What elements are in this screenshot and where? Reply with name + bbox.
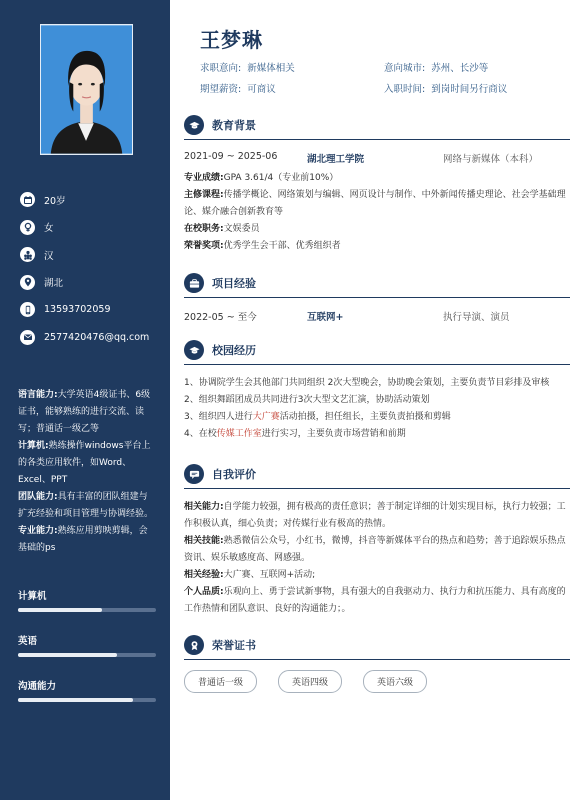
- ethnicity-icon: [20, 247, 35, 262]
- award-icon: [184, 635, 204, 655]
- skill-bar-fill: [18, 653, 117, 657]
- job-intent-block: [200, 60, 570, 102]
- hometown-text: 湖北: [44, 278, 64, 290]
- campus-item: [184, 409, 570, 426]
- detail-label: 相关能力:: [184, 502, 224, 512]
- evaluation-item: [184, 499, 570, 533]
- skill-label: 专业能力:: [18, 526, 58, 536]
- skill-bar-track: [18, 653, 156, 657]
- detail-label: 相关技能:: [184, 536, 224, 546]
- skill-professional: [18, 523, 156, 557]
- campus-item: [184, 426, 570, 443]
- start-time: [384, 81, 568, 102]
- education-period: 2021-09 ~ 2025-06: [184, 151, 278, 162]
- skill-team: [18, 489, 156, 523]
- project-name: 互联网+: [307, 312, 344, 323]
- info-age: [20, 186, 160, 214]
- section-title: 校园经历: [212, 344, 256, 357]
- major-name: 网络与新媒体（本科）: [443, 154, 539, 165]
- skill-text: 大学英语4级证书、6级证书，能够熟练的进行交流、读写；普通话一级乙等: [18, 390, 151, 434]
- sidebar: [0, 0, 170, 800]
- meta-value: 新媒体相关: [247, 63, 295, 74]
- detail-value: 优秀学生会干部、优秀组织者: [223, 241, 341, 251]
- section-title: 教育背景: [212, 119, 256, 132]
- skill-bar-fill: [18, 698, 133, 702]
- certificate-tag: 英语四级: [278, 670, 342, 693]
- detail-label: 个人品质:: [184, 587, 224, 597]
- section-title: 自我评价: [212, 468, 256, 481]
- candidate-name: 王梦琳: [200, 28, 263, 52]
- skill-label: 计算机:: [18, 441, 49, 451]
- position-line: [184, 221, 570, 238]
- skill-bar-computer: [18, 588, 156, 612]
- gender-text: 女: [44, 223, 54, 235]
- self-evaluation-section: [184, 463, 570, 618]
- graduation-cap-icon: [184, 340, 204, 360]
- awards-line: [184, 238, 570, 255]
- campus-item: [184, 375, 570, 392]
- gender-icon: [20, 220, 35, 235]
- skill-text: 具有丰富的团队组建与扩充经验和项目管理与协调经验。: [18, 492, 154, 519]
- ethnicity-text: 汉: [44, 250, 54, 262]
- briefcase-icon: [184, 273, 204, 293]
- evaluation-list: [184, 499, 570, 618]
- detail-value: 大广赛、互联网+活动;: [223, 570, 316, 580]
- detail-label: 在校职务:: [184, 224, 224, 234]
- campus-text: 1、协调院学生会其他部门共同组织 2次大型晚会，协助晚会策划，主要负责节目彩排及审核: [184, 378, 550, 388]
- school-name: 湖北理工学院: [307, 154, 365, 165]
- detail-label: 专业成绩:: [184, 173, 224, 183]
- calendar-icon: [20, 192, 35, 207]
- courses-line: [184, 187, 570, 221]
- project-section: [184, 272, 570, 323]
- skill-label: 语言能力:: [18, 390, 58, 400]
- job-intent: [200, 60, 384, 81]
- chat-bubble-icon: [184, 464, 204, 484]
- skill-bar-track: [18, 608, 156, 612]
- profile-photo: [40, 24, 133, 155]
- location-icon: [20, 275, 35, 290]
- campus-text: 2、组织舞蹈团成员共同进行3次大型文艺汇演，协助活动策划: [184, 395, 430, 405]
- campus-text: 3、组织四人进行: [184, 412, 253, 422]
- section-divider: [184, 659, 570, 660]
- education-section: [184, 114, 570, 255]
- section-divider: [184, 364, 570, 365]
- skill-bar-communication: [18, 678, 156, 702]
- meta-value: 到岗时间另行商议: [431, 84, 508, 95]
- evaluation-item: [184, 584, 570, 618]
- skill-bar-label: 英语: [18, 636, 38, 647]
- detail-label: 主修课程:: [184, 190, 224, 200]
- email-icon: [20, 330, 35, 345]
- target-city: [384, 60, 568, 81]
- certificate-tag: 英语六级: [363, 670, 427, 693]
- email-text: 2577420476@qq.com: [44, 331, 150, 343]
- graduation-cap-icon: [184, 115, 204, 135]
- certificate-tags: [184, 670, 570, 693]
- skill-bars: [18, 588, 156, 723]
- highlight-text: 传媒工作室: [216, 429, 262, 439]
- skill-computer: [18, 438, 156, 489]
- skill-bar-label: 沟通能力: [18, 681, 57, 692]
- detail-value: 传播学概论、网络策划与编辑、网页设计与制作、中外新闻传播史理论、社会学基础理论、媒介融合创新教育等: [184, 190, 566, 217]
- phone-text: 13593702059: [44, 304, 111, 316]
- skill-bar-english: [18, 633, 156, 657]
- skill-label: 团队能力:: [18, 492, 58, 502]
- certificate-tag: 普通话一级: [184, 670, 257, 693]
- detail-value: 乐观向上、勇于尝试新事物，具有强大的自我驱动力、执行力和抗压能力、具有高度的工作热情和团队意识、良好的沟通能力；。: [184, 587, 566, 614]
- portrait-image: [41, 25, 132, 154]
- project-row: [184, 309, 570, 323]
- detail-label: 荣誉奖项:: [184, 241, 224, 251]
- skill-bar-track: [18, 698, 156, 702]
- campus-list: [184, 375, 570, 443]
- info-ethnicity: [20, 241, 160, 269]
- meta-label: 入职时间:: [384, 84, 426, 95]
- detail-value: 文娱委员: [223, 224, 260, 234]
- campus-item: [184, 392, 570, 409]
- gpa-line: [184, 170, 570, 187]
- evaluation-item: [184, 567, 570, 584]
- skills-summary: [18, 387, 156, 557]
- section-divider: [184, 297, 570, 298]
- campus-text: 进行实习，主要负责市场营销和前期: [261, 429, 406, 439]
- age-text: 20岁: [44, 195, 66, 207]
- certificates-section: [184, 634, 570, 693]
- meta-label: 求职意向:: [200, 63, 242, 74]
- detail-value: 自学能力较强，拥有极高的责任意识；善于制定详细的计划实现目标，执行力较强；工作积极认真，细心负责；对传媒行业有极高的热情。: [184, 502, 566, 529]
- meta-value: 苏州、长沙等: [431, 63, 489, 74]
- info-phone: [20, 296, 160, 324]
- skill-bar-label: 计算机: [18, 591, 47, 602]
- evaluation-item: [184, 533, 570, 567]
- detail-label: 相关经验:: [184, 570, 224, 580]
- skill-language: [18, 387, 156, 438]
- section-title: 荣誉证书: [212, 639, 256, 652]
- skill-text: 熟练操作windows平台上的各类应用软件，如Word、Excel、PPT: [18, 441, 151, 485]
- section-divider: [184, 488, 570, 489]
- project-period: 2022-05 ~ 至今: [184, 312, 257, 323]
- detail-value: GPA 3.61/4（专业前10%）: [223, 173, 339, 183]
- meta-label: 期望薪资:: [200, 84, 242, 95]
- phone-icon: [20, 302, 35, 317]
- campus-text: 活动拍摄，担任组长，主要负责拍摄和剪辑: [279, 412, 451, 422]
- section-title: 项目经验: [212, 277, 256, 290]
- skill-text: 熟练应用剪映剪辑，会基础的ps: [18, 526, 148, 553]
- campus-section: [184, 339, 570, 443]
- project-role: 执行导演、演员: [443, 312, 510, 323]
- meta-value: 可商议: [247, 84, 276, 95]
- highlight-text: 大广赛: [252, 412, 280, 422]
- detail-value: 熟悉微信公众号，小红书，微博，抖音等新媒体平台的热点和趋势；善于追踪娱乐热点资讯、娱乐敏感度高、网感强。: [184, 536, 566, 563]
- education-details: [184, 170, 570, 255]
- meta-label: 意向城市:: [384, 63, 426, 74]
- info-email: [20, 324, 160, 352]
- campus-text: 4、在校: [184, 429, 217, 439]
- education-header-row: [184, 151, 570, 165]
- info-gender: [20, 214, 160, 242]
- info-hometown: [20, 269, 160, 297]
- expected-salary: [200, 81, 384, 102]
- skill-bar-fill: [18, 608, 102, 612]
- personal-info-list: [20, 186, 160, 351]
- section-divider: [184, 139, 570, 140]
